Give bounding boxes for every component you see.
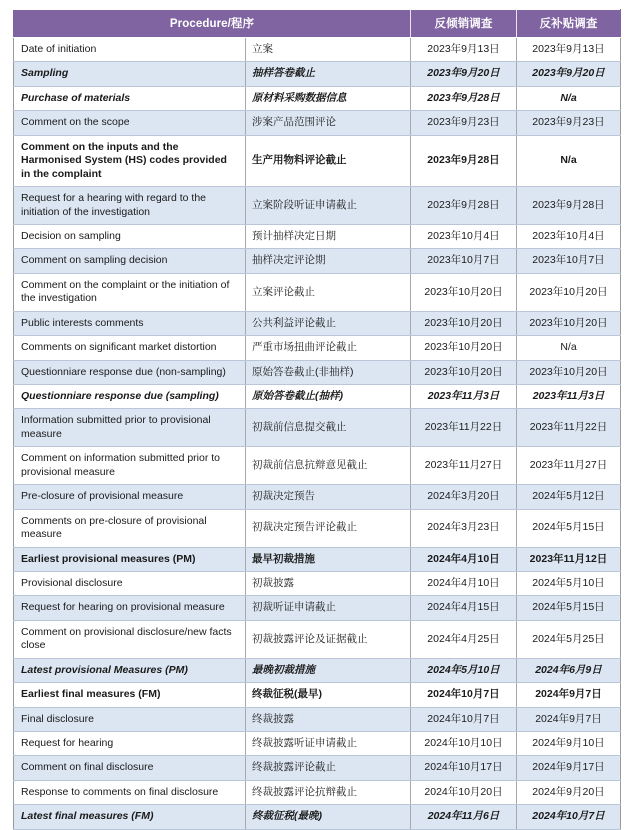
cell-procedure-chinese: 公共利益评论截止	[246, 311, 411, 335]
cell-procedure-chinese: 抽样答卷截止	[246, 62, 411, 86]
cell-procedure-chinese: 立案阶段听证申请截止	[246, 187, 411, 225]
cell-countervailing-date: N/a	[517, 135, 621, 186]
cell-procedure: Decision on sampling	[14, 224, 246, 248]
cell-antidumping-date: 2023年9月28日	[411, 187, 517, 225]
table-row	[14, 409, 621, 447]
table-row	[14, 571, 621, 595]
cell-procedure-chinese: 生产用物料评论截止	[246, 135, 411, 186]
cell-procedure-chinese: 最晚初裁措施	[246, 658, 411, 682]
table-row	[14, 273, 621, 311]
cell-procedure: Latest final measures (FM)	[14, 805, 246, 829]
cell-countervailing-date: 2024年9月10日	[517, 732, 621, 756]
cell-countervailing-date: 2024年5月15日	[517, 509, 621, 547]
table-row	[14, 620, 621, 658]
cell-procedure-chinese: 最早初裁措施	[246, 547, 411, 571]
table-row	[14, 547, 621, 571]
cell-antidumping-date: 2023年10月7日	[411, 249, 517, 273]
table-row	[14, 658, 621, 682]
cell-countervailing-date: N/a	[517, 86, 621, 110]
cell-countervailing-date: 2024年5月15日	[517, 596, 621, 620]
cell-countervailing-date: N/a	[517, 336, 621, 360]
cell-procedure-chinese: 终裁征税(最晚)	[246, 805, 411, 829]
cell-countervailing-date: 2024年5月12日	[517, 485, 621, 509]
cell-procedure: Sampling	[14, 62, 246, 86]
table-row	[14, 336, 621, 360]
cell-countervailing-date: 2023年10月4日	[517, 224, 621, 248]
cell-procedure-chinese: 终裁披露评论截止	[246, 756, 411, 780]
cell-procedure: Earliest final measures (FM)	[14, 683, 246, 707]
column-header-procedure: Procedure/程序	[14, 10, 411, 38]
table-header-row	[14, 10, 621, 38]
cell-antidumping-date: 2024年10月10日	[411, 732, 517, 756]
table-row	[14, 509, 621, 547]
cell-procedure: Final disclosure	[14, 707, 246, 731]
cell-countervailing-date: 2023年9月20日	[517, 62, 621, 86]
cell-antidumping-date: 2023年9月28日	[411, 135, 517, 186]
investigation-timeline-table	[13, 9, 621, 830]
cell-procedure: Comment on the inputs and the Harmonised System (HS) codes provided in the complaint	[14, 135, 246, 186]
cell-procedure: Response to comments on final disclosure	[14, 780, 246, 804]
cell-procedure: Request for a hearing with regard to the initiation of the investigation	[14, 187, 246, 225]
cell-countervailing-date: 2024年9月7日	[517, 707, 621, 731]
cell-procedure-chinese: 原始答卷截止(非抽样)	[246, 360, 411, 384]
cell-procedure: Questionniare response due (non-sampling)	[14, 360, 246, 384]
cell-procedure: Comment on sampling decision	[14, 249, 246, 273]
cell-antidumping-date: 2023年9月20日	[411, 62, 517, 86]
cell-countervailing-date: 2024年9月17日	[517, 756, 621, 780]
cell-procedure-chinese: 立案	[246, 38, 411, 62]
table-row	[14, 360, 621, 384]
cell-countervailing-date: 2023年10月20日	[517, 273, 621, 311]
cell-procedure: Comments on pre-closure of provisional measure	[14, 509, 246, 547]
cell-antidumping-date: 2024年4月25日	[411, 620, 517, 658]
cell-procedure: Comment on final disclosure	[14, 756, 246, 780]
table-row	[14, 447, 621, 485]
cell-antidumping-date: 2024年10月7日	[411, 707, 517, 731]
cell-procedure-chinese: 初裁前信息抗辩意见截止	[246, 447, 411, 485]
table-row	[14, 249, 621, 273]
cell-procedure-chinese: 初裁前信息提交截止	[246, 409, 411, 447]
cell-procedure: Comment on information submitted prior to provisional measure	[14, 447, 246, 485]
cell-procedure-chinese: 涉案产品范围评论	[246, 111, 411, 135]
cell-procedure-chinese: 原始答卷截止(抽样)	[246, 385, 411, 409]
table-row	[14, 780, 621, 804]
cell-procedure: Earliest provisional measures (PM)	[14, 547, 246, 571]
cell-antidumping-date: 2023年9月28日	[411, 86, 517, 110]
cell-procedure-chinese: 终裁披露评论抗辩截止	[246, 780, 411, 804]
cell-procedure: Date of initiation	[14, 38, 246, 62]
cell-countervailing-date: 2023年10月7日	[517, 249, 621, 273]
cell-antidumping-date: 2023年10月4日	[411, 224, 517, 248]
cell-procedure-chinese: 原材料采购数据信息	[246, 86, 411, 110]
cell-countervailing-date: 2023年9月13日	[517, 38, 621, 62]
cell-antidumping-date: 2024年10月17日	[411, 756, 517, 780]
cell-procedure: Comments on significant market distortion	[14, 336, 246, 360]
cell-procedure: Public interests comments	[14, 311, 246, 335]
cell-procedure-chinese: 终裁征税(最早)	[246, 683, 411, 707]
cell-antidumping-date: 2023年10月20日	[411, 360, 517, 384]
cell-procedure-chinese: 初裁决定预告评论截止	[246, 509, 411, 547]
cell-countervailing-date: 2023年10月20日	[517, 360, 621, 384]
cell-countervailing-date: 2023年10月20日	[517, 311, 621, 335]
cell-countervailing-date: 2023年11月3日	[517, 385, 621, 409]
table-row	[14, 135, 621, 186]
table-row	[14, 224, 621, 248]
table-row	[14, 485, 621, 509]
column-header-countervailing: 反补贴调查	[517, 10, 621, 38]
cell-procedure: Questionniare response due (sampling)	[14, 385, 246, 409]
cell-procedure-chinese: 立案评论截止	[246, 273, 411, 311]
cell-procedure-chinese: 终裁披露	[246, 707, 411, 731]
table-body	[14, 38, 621, 830]
table-row	[14, 62, 621, 86]
cell-procedure-chinese: 抽样决定评论期	[246, 249, 411, 273]
table-row	[14, 732, 621, 756]
table-header	[14, 10, 621, 38]
cell-antidumping-date: 2023年10月20日	[411, 336, 517, 360]
cell-procedure: Request for hearing on provisional measure	[14, 596, 246, 620]
cell-antidumping-date: 2023年11月27日	[411, 447, 517, 485]
table-row	[14, 596, 621, 620]
cell-procedure: Comment on the complaint or the initiation of the investigation	[14, 273, 246, 311]
cell-procedure: Purchase of materials	[14, 86, 246, 110]
column-header-antidumping: 反倾销调查	[411, 10, 517, 38]
table-row	[14, 111, 621, 135]
cell-procedure: Comment on the scope	[14, 111, 246, 135]
cell-antidumping-date: 2023年9月23日	[411, 111, 517, 135]
cell-antidumping-date: 2023年10月20日	[411, 311, 517, 335]
cell-countervailing-date: 2024年5月25日	[517, 620, 621, 658]
table-row	[14, 683, 621, 707]
cell-procedure-chinese: 预计抽样决定日期	[246, 224, 411, 248]
table-row	[14, 756, 621, 780]
cell-antidumping-date: 2024年4月10日	[411, 547, 517, 571]
cell-countervailing-date: 2023年9月23日	[517, 111, 621, 135]
cell-procedure-chinese: 初裁披露	[246, 571, 411, 595]
table-row	[14, 38, 621, 62]
cell-countervailing-date: 2024年9月7日	[517, 683, 621, 707]
table-row	[14, 187, 621, 225]
cell-countervailing-date: 2024年6月9日	[517, 658, 621, 682]
cell-procedure-chinese: 终裁披露听证申请截止	[246, 732, 411, 756]
cell-countervailing-date: 2024年9月20日	[517, 780, 621, 804]
cell-procedure: Comment on provisional disclosure/new facts close	[14, 620, 246, 658]
cell-antidumping-date: 2024年3月20日	[411, 485, 517, 509]
cell-countervailing-date: 2023年11月12日	[517, 547, 621, 571]
cell-procedure: Request for hearing	[14, 732, 246, 756]
cell-procedure-chinese: 严重市场扭曲评论截止	[246, 336, 411, 360]
cell-antidumping-date: 2023年10月20日	[411, 273, 517, 311]
cell-antidumping-date: 2024年10月7日	[411, 683, 517, 707]
cell-procedure-chinese: 初裁听证申请截止	[246, 596, 411, 620]
cell-antidumping-date: 2023年11月22日	[411, 409, 517, 447]
table-row	[14, 311, 621, 335]
table-row	[14, 805, 621, 829]
cell-antidumping-date: 2024年4月15日	[411, 596, 517, 620]
cell-antidumping-date: 2023年9月13日	[411, 38, 517, 62]
cell-procedure: Pre-closure of provisional measure	[14, 485, 246, 509]
cell-procedure-chinese: 初裁披露评论及证据截止	[246, 620, 411, 658]
cell-countervailing-date: 2024年5月10日	[517, 571, 621, 595]
table-row	[14, 385, 621, 409]
cell-countervailing-date: 2024年10月7日	[517, 805, 621, 829]
cell-procedure: Information submitted prior to provisional measure	[14, 409, 246, 447]
cell-antidumping-date: 2024年3月23日	[411, 509, 517, 547]
cell-procedure-chinese: 初裁决定预告	[246, 485, 411, 509]
cell-antidumping-date: 2024年10月20日	[411, 780, 517, 804]
table-row	[14, 707, 621, 731]
cell-countervailing-date: 2023年11月27日	[517, 447, 621, 485]
cell-procedure: Provisional disclosure	[14, 571, 246, 595]
cell-countervailing-date: 2023年9月28日	[517, 187, 621, 225]
cell-antidumping-date: 2024年11月6日	[411, 805, 517, 829]
cell-antidumping-date: 2024年5月10日	[411, 658, 517, 682]
cell-antidumping-date: 2023年11月3日	[411, 385, 517, 409]
cell-countervailing-date: 2023年11月22日	[517, 409, 621, 447]
table-row	[14, 86, 621, 110]
cell-antidumping-date: 2024年4月10日	[411, 571, 517, 595]
cell-procedure: Latest provisional Measures (PM)	[14, 658, 246, 682]
